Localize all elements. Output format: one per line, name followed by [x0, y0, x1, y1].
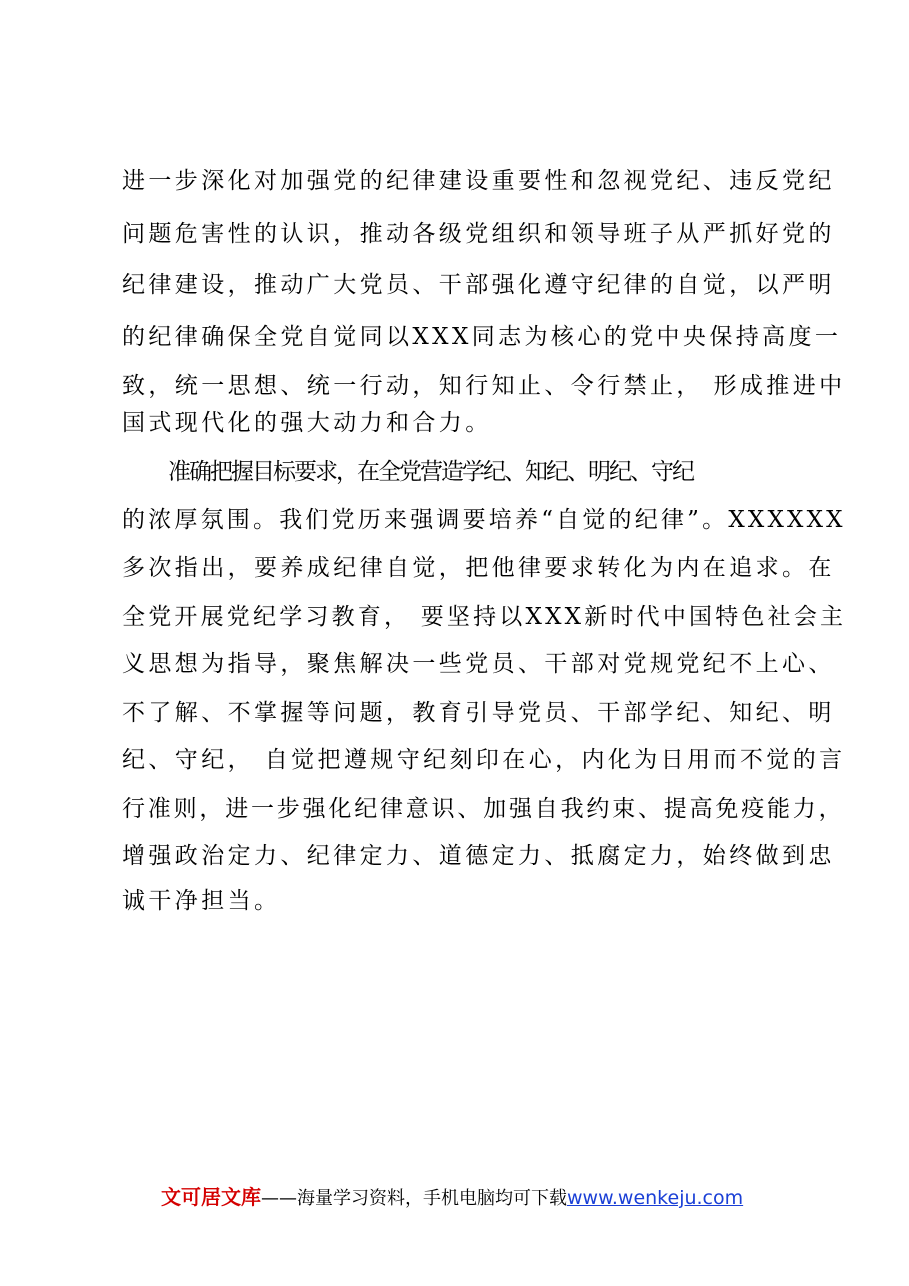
text-line: 的纪律确保全党自觉同以XXX同志为核心的党中央保持高度一 — [122, 324, 842, 350]
text-line: 增强政治定力、纪律定力、道德定力、抵腐定力，始终做到忠 — [122, 843, 835, 869]
text-line: 行准则，进一步强化纪律意识、加强自我约束、提高免疫能力， — [122, 796, 845, 822]
text-line: 多次指出，要养成纪律自觉，把他律要求转化为内在追求。在 — [122, 555, 835, 581]
text-line: 纪律建设，推动广大党员、干部强化遵守纪律的自觉，以严明 — [122, 272, 835, 298]
text-line: 纪、守纪， 自觉把遵规守纪刻印在心，内化为日用而不觉的言 — [122, 747, 846, 773]
text-line: 全党开展党纪学习教育， 要坚持以XXX新时代中国特色社会主 — [122, 604, 847, 630]
text-line: 国式现代化的强大动力和合力。 — [122, 410, 492, 436]
text-line: 诚干净担当。 — [122, 888, 281, 914]
text-line: 致，统一思想、统一行动，知行知止、令行禁止， 形成推进中 — [122, 373, 846, 399]
text-line: 准确把握目标要求，在全党营造学纪、知纪、明纪、守纪 — [168, 459, 693, 485]
text-line: 的浓厚氛围。我们党历来强调要培养“自觉的纪律”。XXXXXX — [122, 507, 846, 533]
footer-banner — [161, 1182, 801, 1212]
text-line: 进一步深化对加强党的纪律建设重要性和忽视党纪、违反党纪 — [122, 168, 835, 194]
brand-name: 文可居文库 — [161, 1185, 261, 1209]
text-line: 不了解、不掌握等问题，教育引导党员、干部学纪、知纪、明 — [122, 700, 835, 726]
website-link[interactable]: www.wenkeju.com — [567, 1187, 744, 1209]
text-line: 问题危害性的认识，推动各级党组织和领导班子从严抓好党的 — [122, 221, 835, 247]
text-line: 义思想为指导，聚焦解决一些党员、干部对党规党纪不上心、 — [122, 651, 835, 677]
footer-slogan: ——海量学习资料，手机电脑均可下载 — [261, 1188, 567, 1209]
